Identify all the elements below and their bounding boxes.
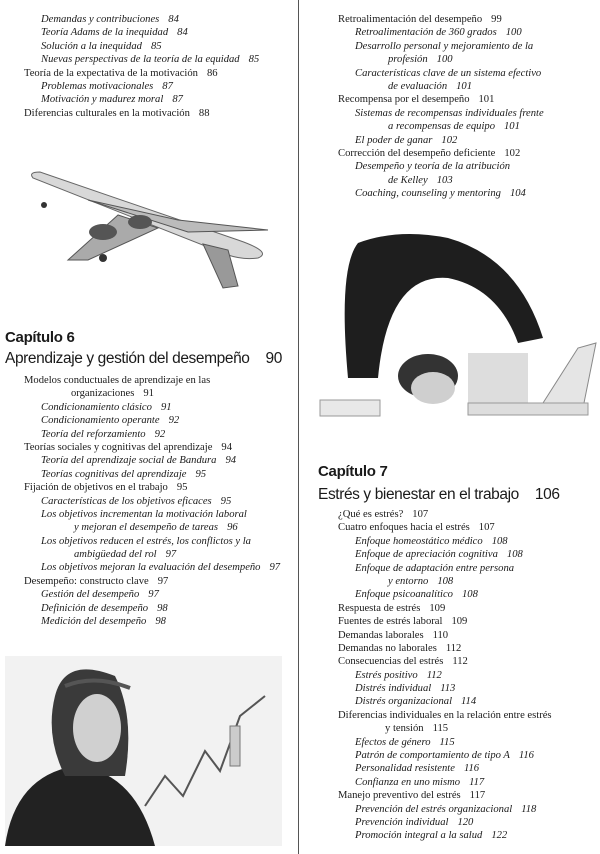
toc-page-number: 118 (521, 803, 537, 815)
toc-entry-text: Retroalimentación de 360 grados (355, 27, 497, 39)
toc-subentry (338, 762, 552, 775)
toc-entry-text: Estrés positivo (355, 669, 418, 681)
toc-page-number: 98 (155, 616, 166, 628)
toc-entry-text: Motivación y madurez moral (41, 94, 164, 106)
toc-entry-text: Prevención del estrés organizacional (355, 803, 513, 815)
toc-page-number: 108 (437, 575, 454, 587)
toc-entry-text: Enfoque de adaptación entre persona (355, 562, 515, 574)
toc-entry-text: Solución a la inequidad (41, 40, 142, 52)
toc-subentry (24, 615, 280, 628)
column-divider (298, 0, 299, 854)
toc-entry-text: Corrección del desempeño deficiente (338, 147, 496, 159)
toc-page-number: 108 (491, 535, 508, 547)
toc-subentry (24, 561, 280, 574)
toc-entry (24, 575, 280, 588)
toc-subentry (338, 187, 544, 200)
toc-entry-text: Teorías cognitivas del aprendizaje (41, 468, 187, 480)
toc-page-number: 94 (221, 441, 232, 453)
toc-entry-text: Teoría del aprendizaje social de Bandura (41, 455, 217, 467)
toc-page-number: 102 (441, 134, 458, 146)
toc-entry-text: Demandas laborales (338, 629, 424, 641)
toc-entry-text: Enfoque psicoanalítico (355, 589, 453, 601)
toc-subentry (338, 53, 544, 66)
toc-page-number: 95 (176, 482, 188, 494)
chapter-7-title (318, 486, 560, 504)
toc-entry (24, 481, 280, 494)
toc-page-number: 102 (504, 147, 521, 159)
toc-page-number: 110 (432, 629, 449, 641)
toc-subentry (24, 40, 259, 53)
toc-page-number: 87 (172, 94, 183, 106)
toc-page-number: 98 (157, 602, 168, 614)
toc-page-number: 91 (143, 388, 154, 400)
toc-entry-text: Coaching, counseling y mentoring (355, 188, 501, 200)
toc-entry-text: y mejoran el desempeño de tareas (74, 522, 219, 534)
toc-entry-text: Prevención individual (355, 816, 449, 828)
toc-subentry (24, 454, 280, 467)
toc-page-number: 116 (518, 750, 534, 762)
toc-subentry (338, 107, 544, 120)
toc-entry-text: y tensión (385, 723, 424, 735)
toc-subentry (338, 174, 544, 187)
toc-subentry (24, 428, 280, 441)
toc-entry (338, 642, 552, 655)
toc-page-number: 91 (160, 401, 172, 413)
toc-entry (338, 13, 544, 26)
toc-subentry (24, 93, 259, 106)
toc-page-number: 115 (432, 723, 449, 735)
toc-page-number: 97 (148, 589, 159, 601)
chapter-6-label: Capítulo 6 (5, 329, 75, 346)
toc-entry-text: Fijación de objetivos en el trabajo (24, 482, 168, 494)
toc-entry-text: Demandas y contribuciones (41, 14, 160, 25)
toc-entry-text: Efectos de género (355, 736, 431, 748)
toc-entry (338, 93, 544, 106)
toc-entry-text: Recompensa por el desempeño (338, 94, 470, 106)
toc-chapter-7 (338, 508, 552, 843)
toc-subentry (338, 67, 544, 80)
toc-entry (338, 655, 552, 668)
yoga-woman-phone-laptop-photo (318, 228, 598, 423)
toc-subentry (338, 40, 544, 53)
toc-subentry (338, 80, 544, 93)
toc-entry (24, 387, 280, 400)
toc-page-number: 108 (461, 589, 478, 601)
toc-page-number: 92 (154, 428, 166, 440)
toc-page-number: 95 (220, 495, 232, 507)
toc-subentry (338, 120, 544, 133)
toc-entry-text: Teoría del reforzamiento (41, 428, 146, 440)
toc-page-number: 115 (439, 736, 455, 748)
toc-entry-text: Manejo preventivo del estrés (338, 790, 461, 802)
toc-entry-text: Promoción integral a la salud (355, 830, 483, 842)
toc-entry-text: Teoría Adams de la inequidad (41, 27, 169, 39)
toc-subentry (24, 548, 280, 561)
toc-entry-text: Medición del desempeño (41, 616, 147, 628)
toc-page-number: 112 (445, 642, 462, 654)
toc-subentry (338, 562, 552, 575)
toc-subentry (24, 414, 280, 427)
toc-subentry (338, 160, 544, 173)
toc-entry-text: Patrón de comportamiento de tipo A (355, 750, 510, 762)
toc-subentry (338, 776, 552, 789)
toc-page-number: 120 (457, 816, 474, 828)
toc-entry (338, 602, 552, 615)
toc-page-number: 101 (456, 80, 473, 92)
toc-entry-text: Retroalimentación del desempeño (338, 14, 483, 25)
toc-entry-text: Teorías sociales y cognitivas del aprendizaje (24, 441, 213, 453)
toc-entry-text: Enfoque de apreciación cognitiva (355, 549, 498, 561)
toc-subentry (24, 588, 280, 601)
toc-subentry (338, 669, 552, 682)
toc-page-number: 86 (206, 67, 218, 79)
toc-page-number: 100 (436, 54, 453, 66)
toc-page-number: 103 (436, 174, 453, 186)
toc-subentry (338, 134, 544, 147)
toc-entry (24, 374, 280, 387)
chapter-title-text: Estrés y bienestar en el trabajo (318, 486, 519, 503)
toc-entry-text: Enfoque homeostático médico (355, 535, 483, 547)
toc-subentry (338, 588, 552, 601)
toc-entry (338, 615, 552, 628)
toc-subentry (24, 468, 280, 481)
toc-entry-text: organizaciones (71, 388, 135, 400)
toc-entry-text: de evaluación (388, 80, 448, 92)
toc-entry-text: Desarrollo personal y mejoramiento de la (355, 40, 534, 52)
toc-entry-text: Los objetivos incrementan la motivación laboral (41, 508, 247, 520)
toc-page-number: 113 (440, 683, 456, 695)
toc-entry (338, 629, 552, 642)
toc-page-number: 96 (227, 522, 238, 534)
toc-entry-text: Sistemas de recompensas individuales frente (355, 107, 544, 119)
toc-entry-text: Diferencias individuales en la relación entre estrés (338, 709, 552, 721)
toc-page-number: 97 (269, 562, 281, 574)
toc-entry-text: Consecuencias del estrés (338, 656, 444, 668)
toc-subentry (24, 495, 280, 508)
toc-entry (24, 107, 259, 120)
chapter-7-label: Capítulo 7 (318, 463, 388, 480)
toc-page-number: 84 (177, 27, 188, 39)
toc-entry (338, 722, 552, 735)
toc-subentry (338, 26, 544, 39)
toc-entry-text: Distrés individual (355, 683, 432, 695)
chapter-page: 90 (265, 350, 282, 367)
toc-entry-text: ¿Qué es estrés? (338, 509, 404, 520)
toc-page-number: 101 (504, 121, 520, 133)
toc-entry-text: Desempeño y teoría de la atribución (355, 161, 511, 173)
toc-entry-text: Distrés organizacional (355, 696, 453, 708)
toc-subentry (338, 736, 552, 749)
toc-page-number: 117 (469, 776, 485, 788)
toc-page-number: 112 (426, 669, 442, 681)
chapter-6-title (5, 350, 282, 368)
toc-entry-text: Los objetivos mejoran la evaluación del desempeño (41, 562, 261, 574)
toc-entry-text: Gestión del desempeño (41, 589, 140, 601)
toc-entry-text: Problemas motivacionales (41, 80, 154, 92)
toc-page-number: 122 (491, 830, 508, 842)
chapter-title-text: Aprendizaje y gestión del desempeño (5, 350, 250, 367)
toc-subentry (338, 682, 552, 695)
toc-subentry (338, 816, 552, 829)
toc-page-number: 114 (461, 696, 477, 708)
toc-entry-text: Demandas no laborales (338, 642, 437, 654)
toc-entry (338, 147, 544, 160)
toc-page-number: 107 (412, 509, 429, 520)
toc-subentry (24, 521, 280, 534)
toc-entry-text: Características clave de un sistema efectivo (355, 67, 542, 79)
toc-page-number: 87 (162, 80, 173, 92)
toc-entry-text: Condicionamiento clásico (41, 401, 152, 413)
toc-right-top (338, 13, 544, 200)
businesswoman-chart-photo (5, 656, 282, 846)
toc-subentry (338, 695, 552, 708)
toc-subentry (24, 26, 259, 39)
toc-entry-text: de Kelley (388, 174, 428, 186)
toc-page-number: 94 (225, 455, 237, 467)
toc-entry-text: Definición de desempeño (41, 602, 149, 614)
toc-entry-text: Confianza en uno mismo (355, 776, 461, 788)
toc-subentry (24, 13, 259, 26)
toc-entry-text: El poder de ganar (355, 134, 433, 146)
toc-page-number: 109 (429, 602, 446, 614)
toc-page-number: 100 (505, 27, 522, 39)
toc-entry-text: profesión (388, 54, 428, 66)
toc-subentry (24, 508, 280, 521)
toc-subentry (338, 749, 552, 762)
toc-subentry (338, 575, 552, 588)
toc-entry-text: Modelos conductuales de aprendizaje en las (24, 375, 211, 386)
toc-page-number: 108 (506, 549, 523, 561)
toc-entry (338, 789, 552, 802)
toc-subentry (24, 602, 280, 615)
toc-entry-text: Nuevas perspectivas de la teoría de la equidad (41, 54, 240, 66)
toc-subentry (338, 548, 552, 561)
toc-entry-text: Los objetivos reducen el estrés, los conflictos y la (41, 535, 251, 547)
toc-entry (24, 441, 280, 454)
toc-entry (338, 521, 552, 534)
toc-entry (338, 709, 552, 722)
toc-page-number: 92 (168, 415, 180, 427)
toc-subentry (338, 829, 552, 842)
toc-entry-text: Cuatro enfoques hacia el estrés (338, 522, 470, 534)
toc-page-number: 85 (150, 40, 162, 52)
toc-entry-text: y entorno (388, 575, 429, 587)
toc-subentry (338, 535, 552, 548)
toc-entry-text: Desempeño: constructo clave (24, 575, 149, 587)
toc-page-number: 116 (463, 763, 480, 775)
toc-page-number: 117 (469, 790, 486, 802)
toc-subentry (24, 401, 280, 414)
toc-page-number: 84 (168, 14, 179, 25)
toc-left-top (24, 13, 259, 120)
toc-chapter-6 (24, 374, 280, 628)
toc-entry-text: Respuesta de estrés (338, 602, 421, 614)
toc-entry (338, 508, 552, 521)
toc-entry-text: ambigüedad del rol (74, 549, 157, 561)
toc-page-number: 112 (452, 656, 468, 668)
toc-page-number: 104 (509, 188, 526, 200)
toc-entry-text: Teoría de la expectativa de la motivación (24, 67, 198, 79)
toc-entry-text: a recompensas de equipo (388, 121, 495, 133)
toc-page-number: 95 (195, 468, 207, 480)
toc-entry-text: Diferencias culturales en la motivación (24, 107, 190, 119)
chapter-page: 106 (534, 486, 560, 503)
toc-entry-text: Personalidad resistente (355, 763, 455, 775)
airplane-photo (28, 160, 278, 290)
toc-page-number: 101 (478, 94, 495, 106)
toc-subentry (24, 80, 259, 93)
toc-page-number: 97 (157, 575, 169, 587)
toc-page-number: 88 (198, 107, 210, 119)
toc-page-number: 99 (491, 14, 502, 25)
toc-entry (24, 67, 259, 80)
toc-page-number: 97 (165, 549, 177, 561)
toc-entry-text: Fuentes de estrés laboral (338, 616, 443, 628)
toc-entry-text: Características de los objetivos eficaces (41, 495, 212, 507)
toc-page-number: 85 (248, 54, 260, 66)
toc-subentry (24, 535, 280, 548)
toc-page-number: 107 (478, 522, 495, 534)
toc-entry-text: Condicionamiento operante (41, 415, 160, 427)
toc-page-number: 109 (451, 616, 468, 628)
toc-subentry (24, 53, 259, 66)
toc-subentry (338, 803, 552, 816)
